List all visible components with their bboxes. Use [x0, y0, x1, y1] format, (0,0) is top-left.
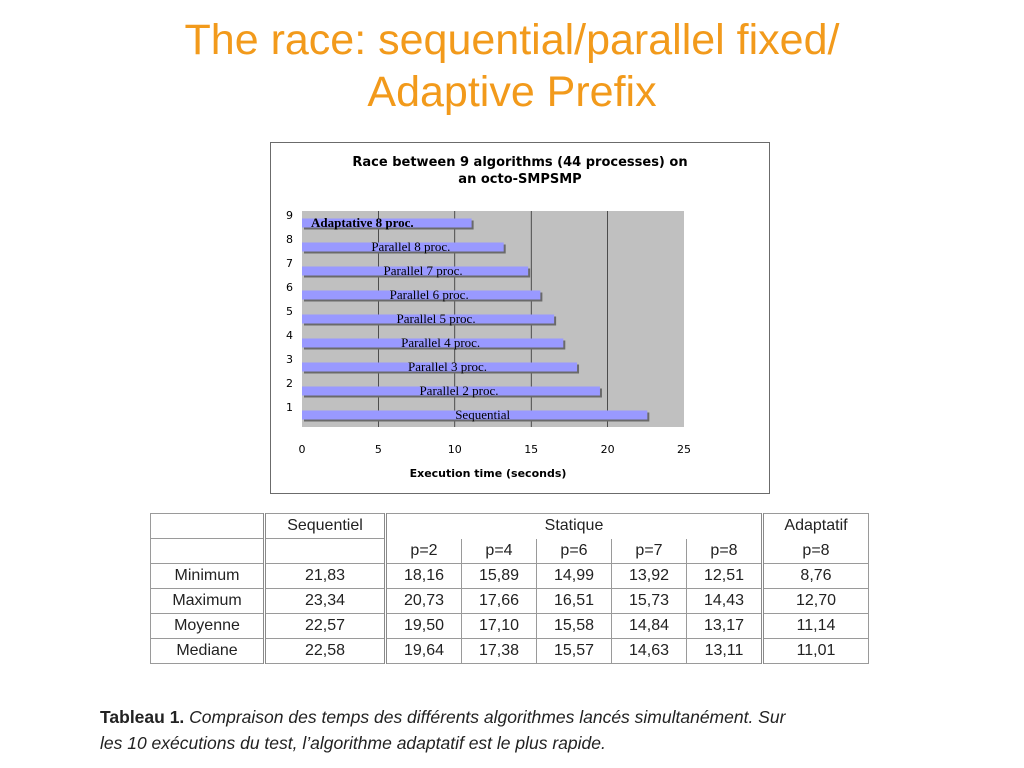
table-cell: 12,51: [687, 564, 763, 589]
bar-label: Parallel 5 proc.: [396, 311, 476, 326]
bar-label: Parallel 3 proc.: [407, 359, 488, 374]
y-tick-label: 5: [286, 305, 293, 318]
slide-title-line1: The race: sequential/parallel fixed/: [184, 16, 840, 64]
y-tick-label: 4: [286, 329, 293, 342]
bar-chart: [270, 142, 770, 494]
caption-label: Tableau 1.: [100, 707, 185, 727]
bar-label: Parallel 6 proc.: [389, 287, 469, 302]
table-cell: 19,64: [386, 639, 462, 664]
table-cell: 15,73: [612, 589, 687, 614]
table-cell: 11,01: [763, 639, 869, 664]
row-label: Minimum: [151, 564, 265, 589]
row-label: Mediane: [151, 639, 265, 664]
y-tick-label: 6: [286, 281, 293, 294]
x-axis-label: Execution time (seconds): [409, 467, 567, 480]
table-cell: 14,63: [612, 639, 687, 664]
bar-label: Adaptative 8 proc.: [311, 215, 414, 230]
y-tick-label: 2: [286, 377, 293, 390]
row-label: Maximum: [151, 589, 265, 614]
results-table: [150, 513, 869, 664]
table-cell: 13,17: [687, 614, 763, 639]
header-p8: p=8: [687, 539, 763, 564]
table-caption: [100, 704, 960, 756]
caption-text-line1: Compraison des temps des différents algorithmes lancés simultanément. Sur: [189, 707, 786, 727]
table-row: [151, 614, 869, 639]
header-p2: p=2: [386, 539, 462, 564]
table-cell: 12,70: [763, 589, 869, 614]
table-cell: 17,66: [462, 589, 537, 614]
table-cell: 22,58: [265, 639, 386, 664]
table-cell: 11,14: [763, 614, 869, 639]
table-row: [151, 589, 869, 614]
table-cell: 13,92: [612, 564, 687, 589]
table-row: [151, 564, 869, 589]
table-cell: 22,57: [265, 614, 386, 639]
table-cell: 17,38: [462, 639, 537, 664]
y-tick-label: 3: [286, 353, 293, 366]
table-cell: 21,83: [265, 564, 386, 589]
x-tick-label: 5: [374, 443, 382, 456]
bar-label: Sequential: [455, 407, 511, 422]
slide-title-line2: Adaptive Prefix: [367, 68, 657, 116]
table-header-row: [151, 514, 869, 539]
chart-title-line1: Race between 9 algorithms (44 processes) on: [352, 155, 688, 170]
table-cell: 13,11: [687, 639, 763, 664]
chart-svg: [271, 143, 769, 493]
y-tick-label: 9: [286, 209, 293, 222]
header-p7: p=7: [612, 539, 687, 564]
x-tick-label: 0: [298, 443, 306, 456]
table-cell: 15,57: [537, 639, 612, 664]
x-tick-label: 10: [447, 443, 462, 456]
header-statique: Statique: [386, 514, 763, 539]
table-row: [151, 639, 869, 664]
table-cell: 17,10: [462, 614, 537, 639]
table-cell: 23,34: [265, 589, 386, 614]
row-label: Moyenne: [151, 614, 265, 639]
table-cell: 14,43: [687, 589, 763, 614]
x-tick-label: 20: [600, 443, 615, 456]
x-tick-label: 15: [524, 443, 539, 456]
table-cell: 15,58: [537, 614, 612, 639]
table-cell: 19,50: [386, 614, 462, 639]
subheader-empty-cell: [265, 539, 386, 564]
table-cell: 16,51: [537, 589, 612, 614]
bar-label: Parallel 8 proc.: [371, 239, 451, 254]
header-p6: p=6: [537, 539, 612, 564]
y-tick-label: 1: [286, 401, 293, 414]
x-tick-label: 25: [677, 443, 691, 456]
header-p8-adaptatif: p=8: [763, 539, 869, 564]
table-corner-cell: [151, 514, 265, 539]
table-cell: 14,99: [537, 564, 612, 589]
chart-title-line2: an octo-SMPSMP: [458, 172, 582, 187]
table-cell: 20,73: [386, 589, 462, 614]
y-tick-label: 8: [286, 233, 293, 246]
slide-title: [0, 14, 1024, 118]
table-cell: 8,76: [763, 564, 869, 589]
caption-text-line2: les 10 exécutions du test, l’algorithme adaptatif est le plus rapide.: [100, 733, 606, 753]
bar-label: Parallel 7 proc.: [383, 263, 463, 278]
header-adaptatif: Adaptatif: [763, 514, 869, 539]
header-sequentiel: Sequentiel: [265, 514, 386, 539]
bar-label: Parallel 4 proc.: [401, 335, 481, 350]
subheader-empty-cell: [151, 539, 265, 564]
table-cell: 18,16: [386, 564, 462, 589]
table-cell: 15,89: [462, 564, 537, 589]
y-tick-label: 7: [286, 257, 293, 270]
bar-label: Parallel 2 proc.: [419, 383, 499, 398]
table-subheader-row: [151, 539, 869, 564]
table-cell: 14,84: [612, 614, 687, 639]
header-p4: p=4: [462, 539, 537, 564]
